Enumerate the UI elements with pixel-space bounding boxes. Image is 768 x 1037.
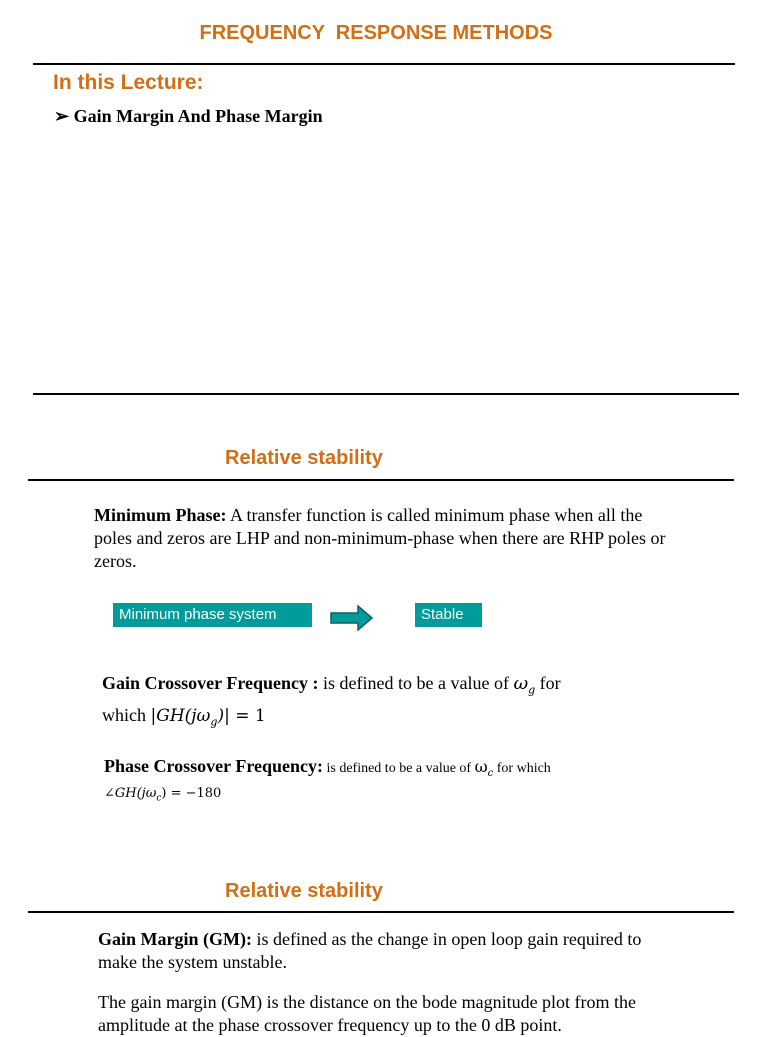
phase-crossover-definition: is defined to be a value of [322,761,475,776]
slide3-title-rule [28,911,734,913]
bullet-text: Gain Margin And Phase Margin [73,106,323,126]
gain-crossover-line1 [102,672,662,702]
right-arrow-icon [330,605,374,631]
slide-separator-1 [33,393,739,395]
min-phase-definition: A transfer function is called minimum phase when all the poles and zeros are LHP and non-minimum-phase when there are RHP poles or zeros. [94,505,666,571]
gain-margin-paragraph-2: The gain margin (GM) is the distance on the bode magnitude plot from the amplitude at the phase crossover frequency up to the 0 dB point. [98,992,637,1035]
phase-crossover-line1 [104,755,704,785]
slide1-title: FREQUENCY RESPONSE METHODS [199,22,553,44]
omega-g-symbol: $\omega_g$ [513,673,536,697]
stable-box: Stable [415,603,482,627]
gain-crossover-term: Gain Crossover Frequency : [102,673,319,693]
gain-margin-paragraph [98,928,678,974]
gain-crossover-for: for [535,673,561,693]
phase-crossover-paragraph [104,755,704,808]
gain-crossover-definition: is defined to be a value of [318,673,514,693]
slide2-title: Relative stability [225,447,383,469]
phase-crossover-for: for which [493,761,551,776]
min-phase-paragraph [94,504,684,573]
arrow-bullet-icon: ➢ [54,106,70,126]
minimum-phase-system-box: Minimum phase system [113,603,312,627]
slide2-title-rule [28,479,734,481]
min-phase-term: Minimum Phase: [94,505,227,525]
gain-crossover-formula: $|GH(j\omega_g)| = 1$ [150,705,266,728]
gain-margin-term: Gain Margin (GM): [98,929,252,949]
phase-crossover-term: Phase Crossover Frequency: [104,756,323,776]
omega-c-symbol: $\omega_c$ [474,757,494,780]
gain-crossover-which: which [102,704,151,725]
slide1-subtitle: In this Lecture: [53,71,204,94]
slide3-title: Relative stability [225,880,383,902]
slide1-title-rule [33,63,735,65]
bullet-item [54,105,323,128]
phase-crossover-formula: $\angle GH(j\omega_c) = -180$ [104,786,222,804]
gain-crossover-line2 [102,704,662,733]
gain-crossover-paragraph [102,672,662,733]
gain-margin-definition: is defined as the change in open loop gain required to make the system unstable. [98,929,642,972]
